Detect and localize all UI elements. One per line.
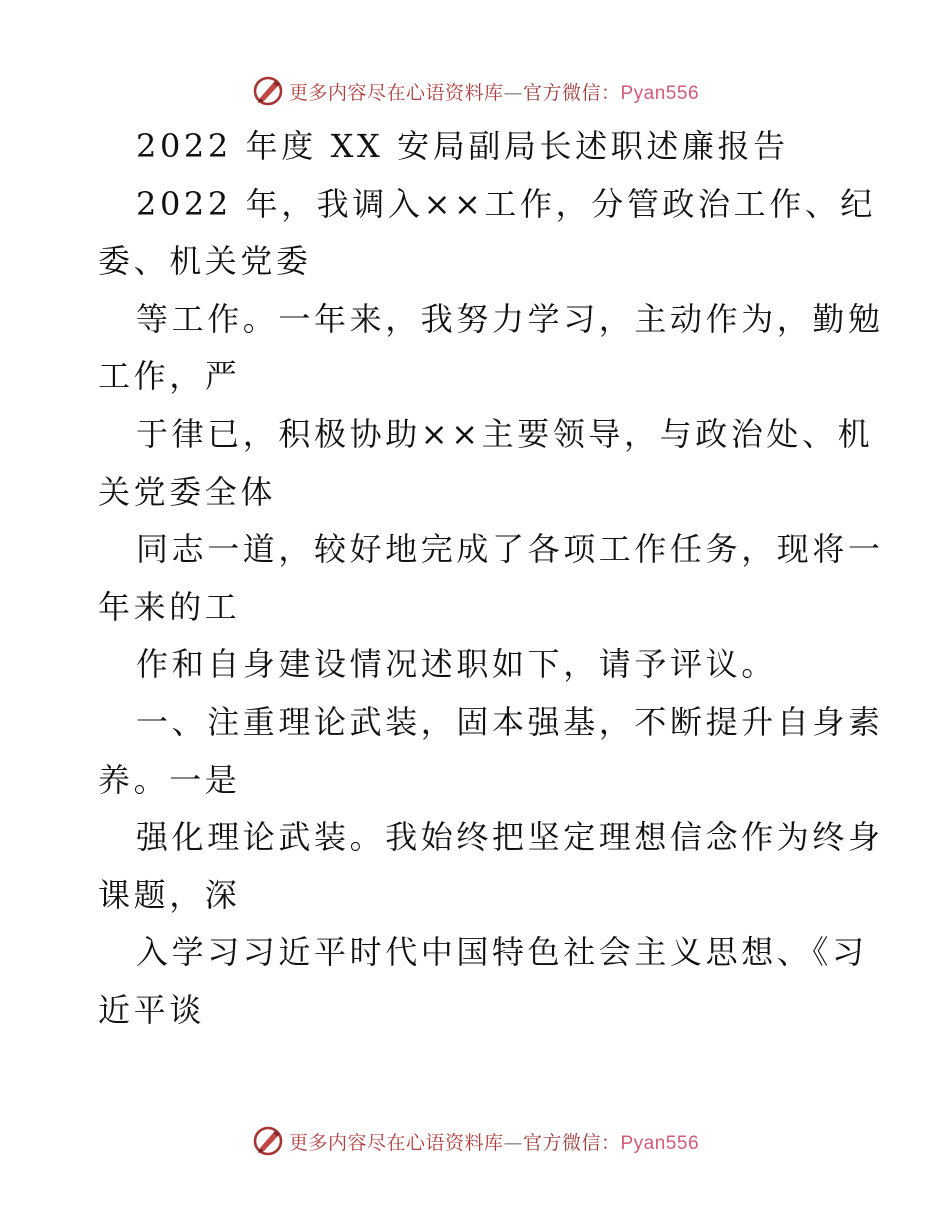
paragraph-line: 2022 年，我调入××工作，分管政治工作、纪 [136, 184, 877, 223]
document-body [98, 118, 884, 1040]
footer-watermark-banner [0, 1121, 950, 1161]
watermark-separator: — [503, 81, 523, 104]
watermark-separator: — [503, 1131, 523, 1154]
paragraph-line: 年来的工 [98, 587, 241, 626]
watermark-lead: 更多内容尽在心语资料库 [288, 81, 504, 104]
paragraph-line: 养。一是 [98, 760, 241, 799]
paragraph-line: 于律已，积极协助××主要领导，与政治处、机 [136, 414, 874, 453]
paragraph-line: 入学习习近平时代中国特色社会主义思想、《习 [136, 933, 868, 972]
paragraph-line: 近平谈 [98, 990, 205, 1029]
watermark-wechat-label: 官方微信： [522, 1131, 621, 1154]
paragraph-line: 强化理论武装。我始终把坚定理想信念作为终身 [136, 818, 884, 857]
watermark-lead: 更多内容尽在心语资料库 [288, 1131, 504, 1154]
pen-logo-icon [251, 74, 285, 108]
document-title: 2022 年度 XX 安局副局长述职述廉报告 [136, 127, 789, 165]
paragraph-line: 工作，严 [98, 357, 241, 396]
watermark-wechat-label: 官方微信： [522, 81, 621, 104]
section-heading-line: 一、注重理论武装，固本强基，不断提升自身素 [136, 702, 884, 741]
paragraph-line: 关党委全体 [98, 472, 277, 511]
watermark-text [289, 1128, 699, 1155]
watermark-handle: Pyan556 [620, 1132, 700, 1154]
header-watermark-banner [0, 71, 950, 111]
paragraph-line: 同志一道，较好地完成了各项工作任务，现将一 [136, 530, 884, 569]
paragraph-line: 委、机关党委 [98, 242, 312, 281]
watermark-handle: Pyan556 [620, 82, 700, 104]
paragraph-line: 等工作。一年来，我努力学习，主动作为，勤勉 [136, 299, 884, 338]
watermark-text [289, 78, 699, 105]
paragraph-line: 课题，深 [98, 875, 241, 914]
paragraph-line: 作和自身建设情况述职如下，请予评议。 [136, 645, 777, 684]
pen-logo-icon [251, 1124, 285, 1158]
